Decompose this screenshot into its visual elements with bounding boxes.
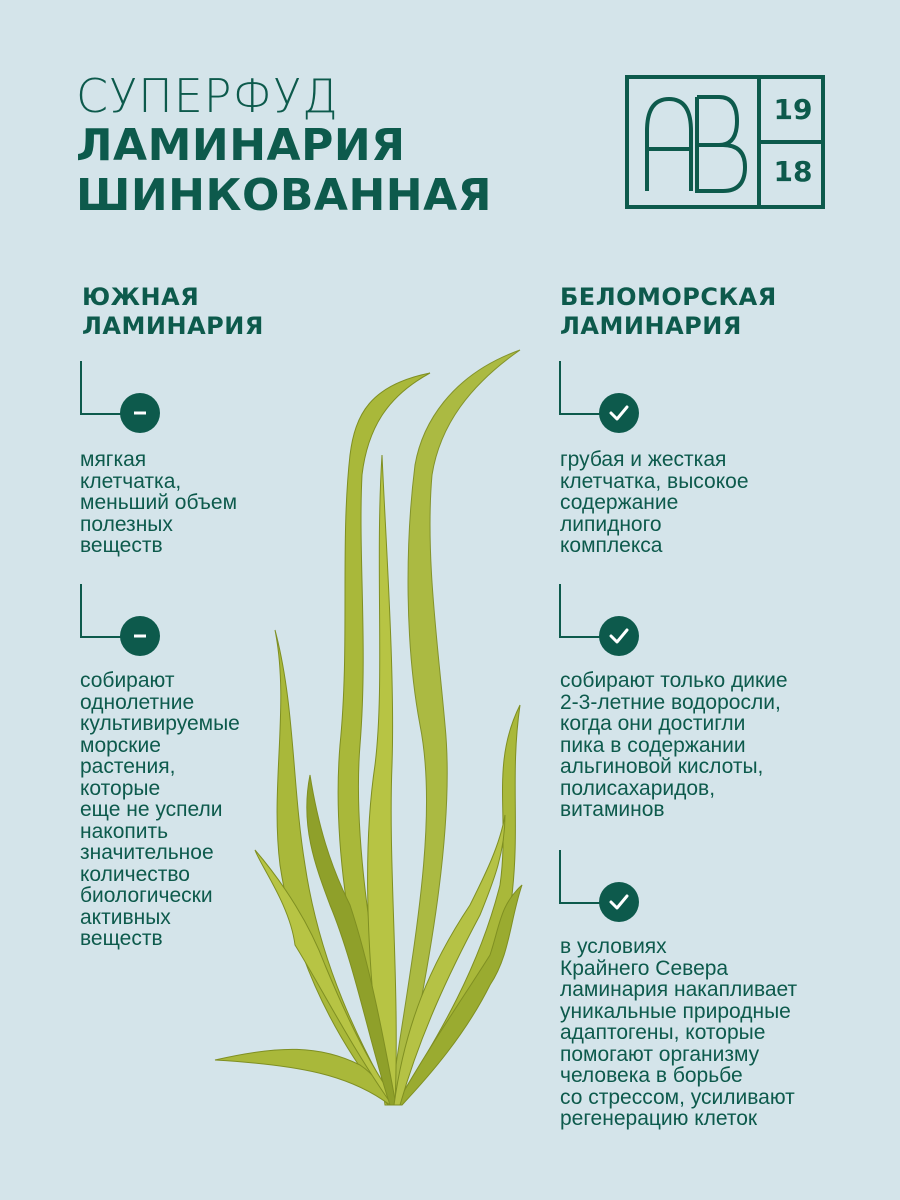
text-line: липидного — [560, 512, 662, 536]
title-shredded: ШИНКОВАННАЯ — [76, 170, 493, 221]
text-line: в условиях — [560, 935, 667, 958]
text-line: помогают организму — [560, 1042, 760, 1066]
text-line: накопить — [80, 819, 169, 843]
text-line: пика в содержании — [560, 733, 746, 757]
brand-logo — [625, 75, 825, 209]
text-line: со стрессом, усиливают — [560, 1085, 795, 1109]
text-line: культивируемые — [80, 712, 240, 735]
right-item1-marker — [599, 393, 639, 433]
text-line: клетчатка, высокое — [560, 469, 749, 493]
text-line: регенерацию клеток — [560, 1107, 758, 1130]
right-item1-text — [560, 449, 749, 557]
right-item3-marker — [599, 882, 639, 922]
right-item2-text — [560, 670, 788, 821]
text-line: грубая и жесткая — [560, 448, 727, 471]
text-line: еще не успели — [80, 798, 223, 821]
text-line: альгиновой кислоты, — [560, 755, 764, 778]
text-line: веществ — [80, 534, 163, 557]
check-icon — [599, 616, 639, 656]
left-heading-line1: ЮЖНАЯ — [82, 283, 200, 311]
text-line: веществ — [80, 927, 163, 950]
check-icon — [599, 393, 639, 433]
left-item1-text — [80, 449, 237, 557]
left-item1-marker — [120, 393, 160, 433]
text-line: полезных — [80, 512, 173, 536]
text-line: 2-3-летние водоросли, — [560, 690, 781, 714]
text-line: человека в борьбе — [560, 1064, 743, 1087]
text-line: когда они достигли — [560, 712, 746, 735]
left-heading-line2: ЛАМИНАРИЯ — [82, 312, 264, 340]
kelp-illustration — [200, 345, 540, 1135]
logo-divider-horizontal — [761, 140, 825, 144]
text-line: растения, — [80, 755, 176, 778]
left-column-heading — [82, 283, 264, 341]
check-icon — [599, 882, 639, 922]
text-line: комплекса — [560, 534, 663, 557]
title-superfood: СУПЕРФУД — [76, 69, 339, 123]
right-item3-text — [560, 936, 797, 1130]
minus-icon — [120, 393, 160, 433]
text-line: адаптогены, которые — [560, 1021, 766, 1044]
text-line: клетчатка, — [80, 469, 182, 493]
logo-year-bottom: 18 — [773, 155, 813, 188]
left-item2-marker — [120, 616, 160, 656]
text-line: Крайнего Севера — [560, 956, 729, 980]
ab-monogram-icon — [639, 91, 751, 195]
title-laminaria: ЛАМИНАРИЯ — [76, 120, 406, 171]
text-line: меньший объем — [80, 491, 238, 514]
right-heading-line2: ЛАМИНАРИЯ — [560, 312, 742, 340]
text-line: мягкая — [80, 448, 147, 471]
minus-icon — [120, 616, 160, 656]
text-line: витаминов — [560, 798, 665, 821]
text-line: морские — [80, 733, 161, 757]
text-line: собирают — [80, 669, 175, 692]
logo-year-top: 19 — [773, 93, 813, 126]
text-line: однолетние — [80, 690, 195, 714]
left-item2-text — [80, 670, 240, 950]
text-line: полисахаридов, — [560, 776, 716, 800]
right-item2-marker — [599, 616, 639, 656]
right-heading-line1: БЕЛОМОРСКАЯ — [560, 283, 777, 311]
text-line: ламинария накапливает — [560, 978, 798, 1001]
text-line: количество — [80, 862, 190, 886]
text-line: активных — [80, 905, 171, 929]
right-column-heading — [560, 283, 777, 341]
text-line: уникальные природные — [560, 999, 791, 1023]
text-line: которые — [80, 776, 161, 800]
text-line: собирают только дикие — [560, 669, 788, 692]
text-line: значительное — [80, 841, 214, 864]
text-line: содержание — [560, 491, 679, 514]
text-line: биологически — [80, 884, 213, 907]
